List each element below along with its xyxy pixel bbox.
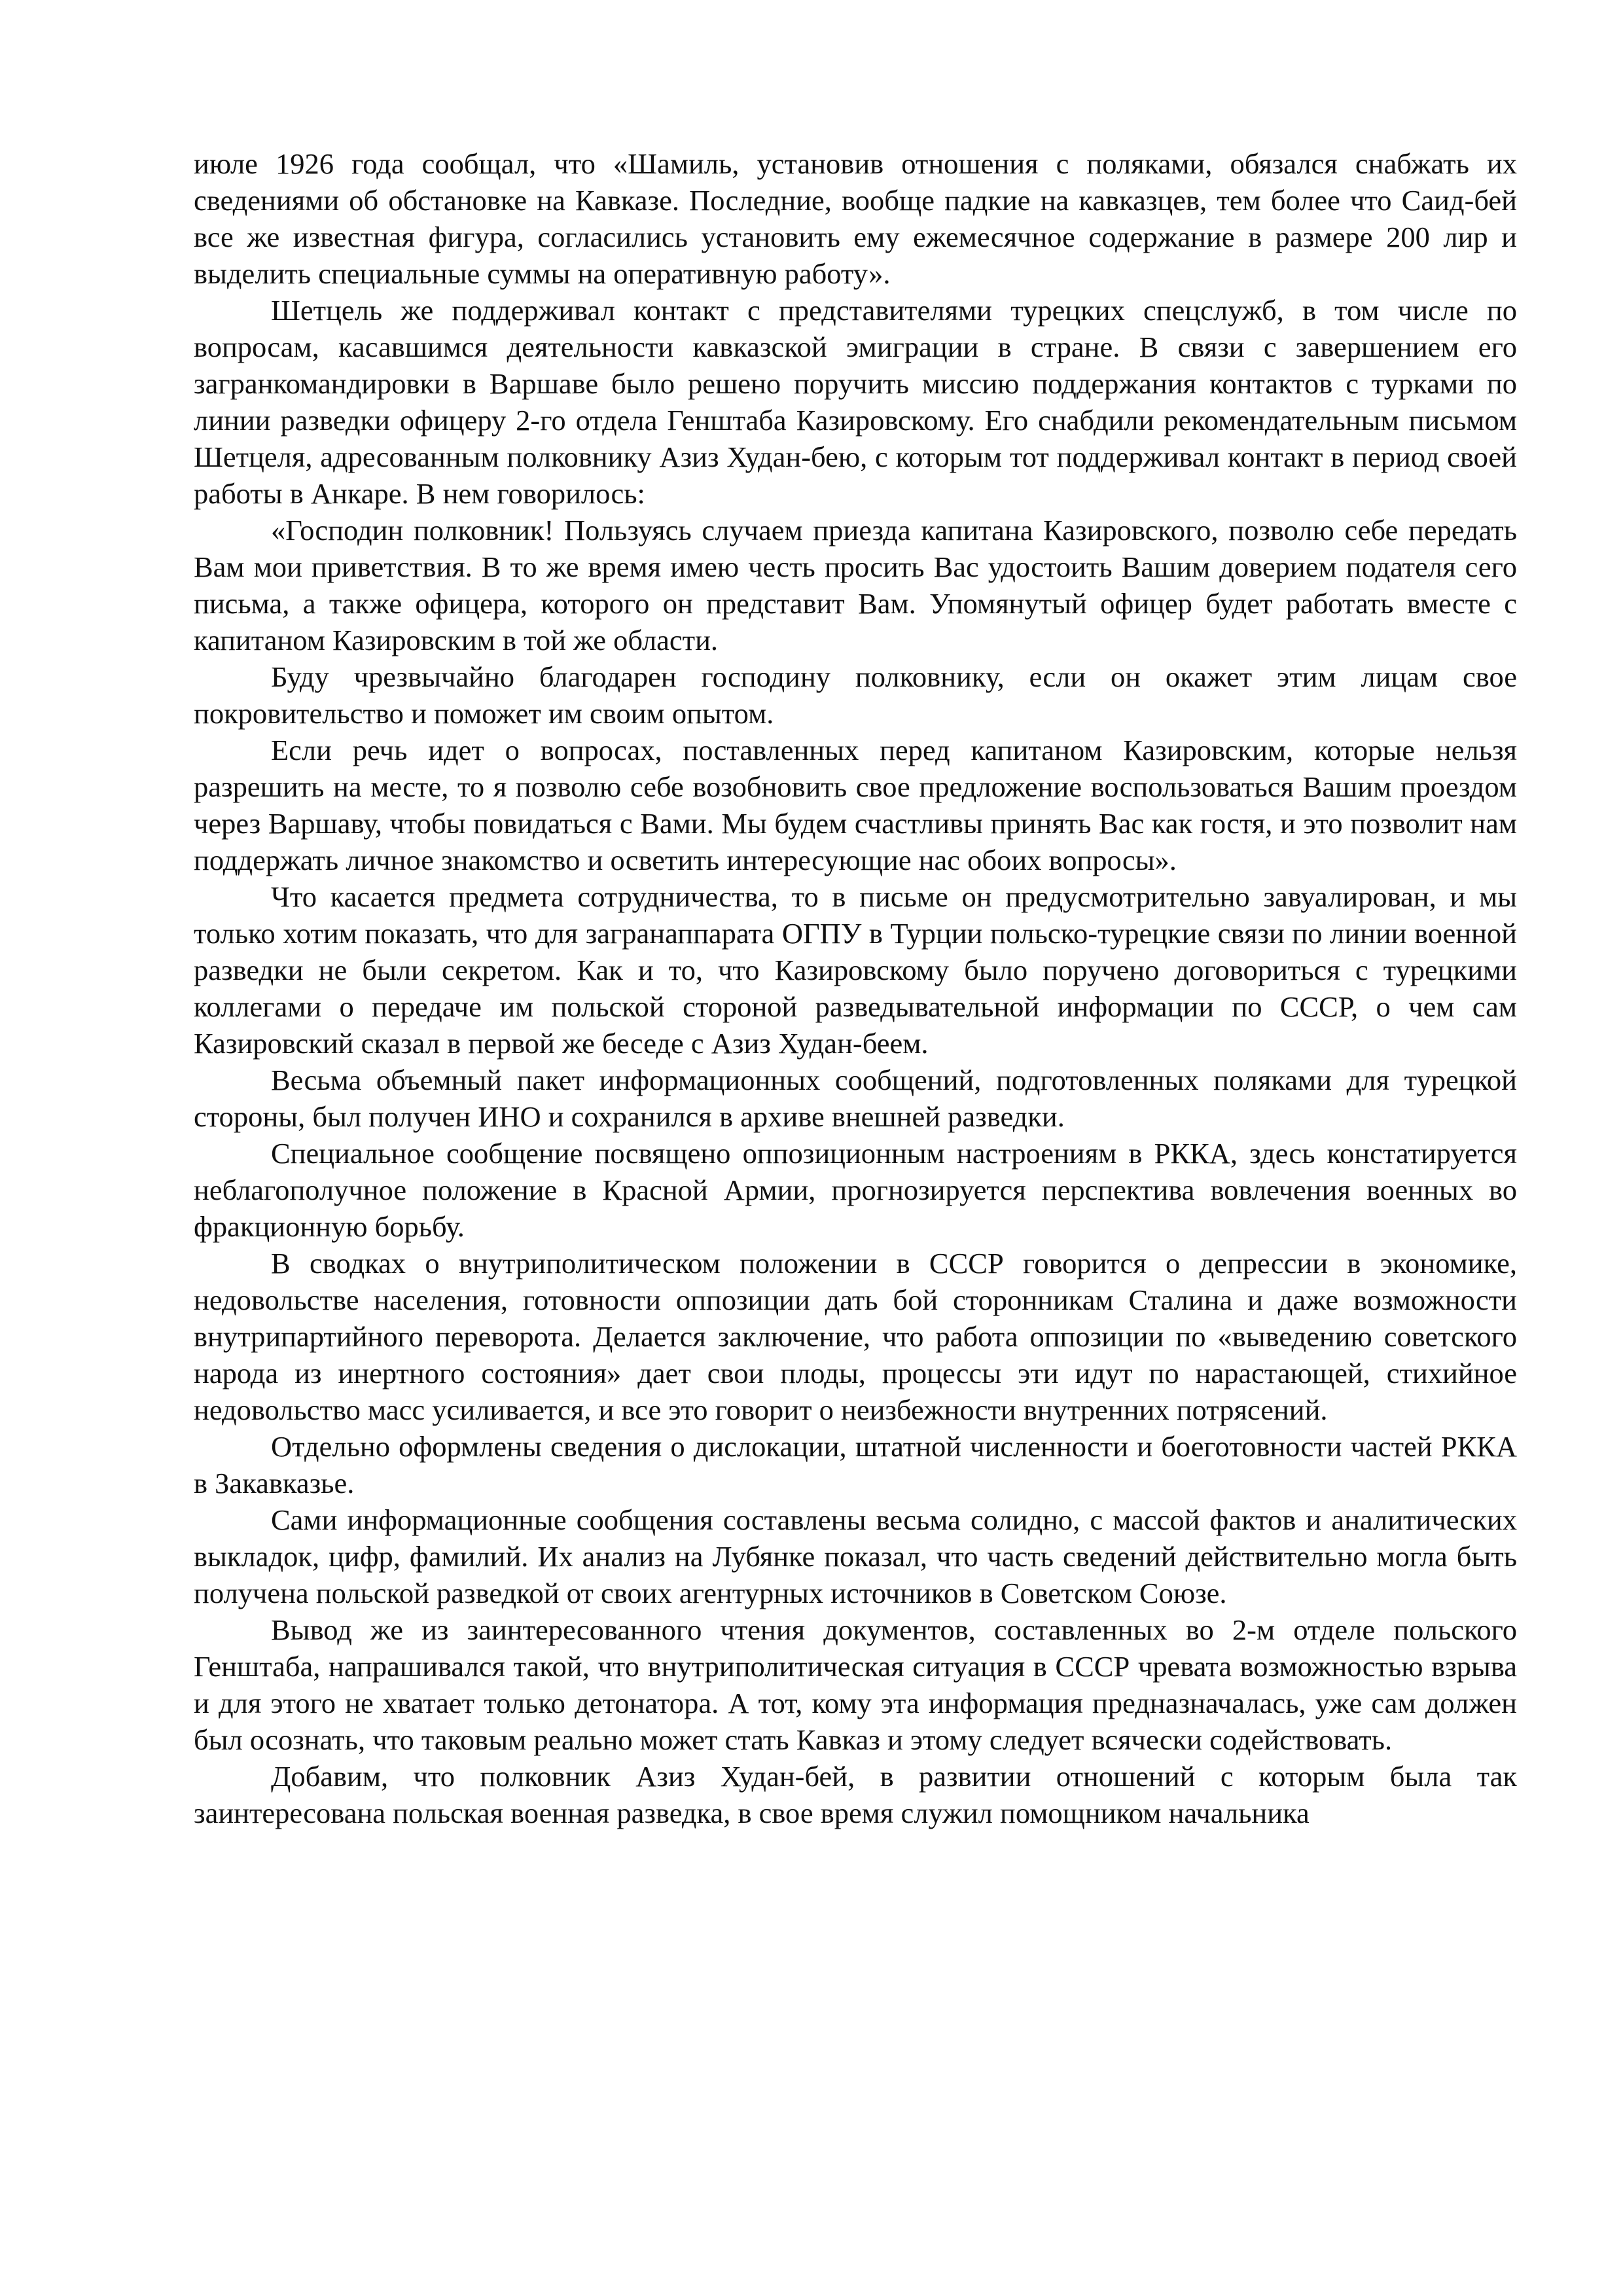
paragraph-3: «Господин полковник! Пользуясь случаем приезда капитана Казировского, позволю себе передать Вам мои приветствия. В то же время имею честь просить Вас удостоить Вашим доверием подателя сего письма, а также офицера, которого он представит Вам. Упомянутый офицер будет работать вместе с капитаном Казировским в той же области. — [194, 514, 1517, 656]
paragraph-12: Вывод же из заинтересованного чтения документов, составленных во 2-м отделе польского Генштаба, напрашивался такой, что внутриполитическая ситуация в СССР чревата возможностью взрыва и для этого не хватает только детонатора. А тот, кому эта информация предназначалась, уже сам должен был осознать, что таковым реально может стать Кавказ и этому следует всячески содействовать. — [194, 1613, 1517, 1756]
paragraph-5: Если речь идет о вопросах, поставленных перед капитаном Казировским, которые нельзя разрешить на месте, то я позволю себе возобновить свое предложение воспользоваться Вашим проездом через Варшаву, чтобы повидаться с Вами. Мы будем счастливы принять Вас как гостя, и это позволит нам поддержать личное знакомство и осветить интересующие нас обоих вопросы». — [194, 734, 1517, 876]
paragraph-4: Буду чрезвычайно благодарен господину полковнику, если он окажет этим лицам свое покровительство и поможет им своим опытом. — [194, 660, 1517, 730]
body-text — [194, 145, 1517, 1831]
paragraph-10: Отдельно оформлены сведения о дислокации, штатной численности и боеготовности частей РККА в Закавказье. — [194, 1430, 1517, 1499]
paragraph-2: Шетцель же поддерживал контакт с представителями турецких спецслужб, в том числе по вопросам, касавшимся деятельности кавказской эмиграции в стране. В связи с завершением его загранкомандировки в Варшаве было решено поручить миссию поддержания контактов с турками по линии разведки офицеру 2-го отдела Генштаба Казировскому. Его снабдили рекомендательным письмом Шетцеля, адресованным полковнику Азиз Худан-бею, с которым тот поддерживал контакт в период своей работы в Анкаре. В нем говорилось: — [194, 294, 1517, 510]
paragraph-8: Специальное сообщение посвящено оппозиционным настроениям в РККА, здесь констатируется неблагополучное положение в Красной Армии, прогнозируется перспектива вовлечения военных во фракционную борьбу. — [194, 1137, 1517, 1243]
paragraph-6: Что касается предмета сотрудничества, то в письме он предусмотрительно завуалирован, и мы только хотим показать, что для загранаппарата ОГПУ в Турции польско-турецкие связи по линии военной разведки не были секретом. Как и то, что Казировскому было поручено договориться с турецкими коллегами о передаче им польской стороной разведывательной информации по СССР, о чем сам Казировский сказал в первой же беседе с Азиз Худан-беем. — [194, 880, 1517, 1060]
paragraph-1: июле 1926 года сообщал, что «Шамиль, установив отношения с поляками, обязался снабжать их сведениями об обстановке на Кавказе. Последние, вообще падкие на кавказцев, тем более что Саид-бей все же известная фигура, согласились установить ему ежемесячное содержание в размере 200 лир и выделить специальные суммы на оперативную работу». — [194, 147, 1517, 290]
paragraph-7: Весьма объемный пакет информационных сообщений, подготовленных поляками для турецкой стороны, был получен ИНО и сохранился в архиве внешней разведки. — [194, 1064, 1517, 1133]
paragraph-13: Добавим, что полковник Азиз Худан-бей, в развитии отношений с которым была так заинтересована польская военная разведка, в свое время служил помощником начальника — [194, 1760, 1517, 1829]
paragraph-11: Сами информационные сообщения составлены весьма солидно, с массой фактов и аналитических выкладок, цифр, фамилий. Их анализ на Лубянке показал, что часть сведений действительно могла быть получена польской разведкой от своих агентурных источников в Советском Союзе. — [194, 1503, 1517, 1609]
paragraph-9: В сводках о внутриполитическом положении в СССР говорится о депрессии в экономике, недовольстве населения, готовности оппозиции дать бой сторонникам Сталина и даже возможности внутрипартийного переворота. Делается заключение, что работа оппозиции по «выведению советского народа из инертного состояния» дает свои плоды, процессы эти идут по нарастающей, стихийное недовольство масс усиливается, и все это говорит о неизбежности внутренних потрясений. — [194, 1247, 1517, 1426]
